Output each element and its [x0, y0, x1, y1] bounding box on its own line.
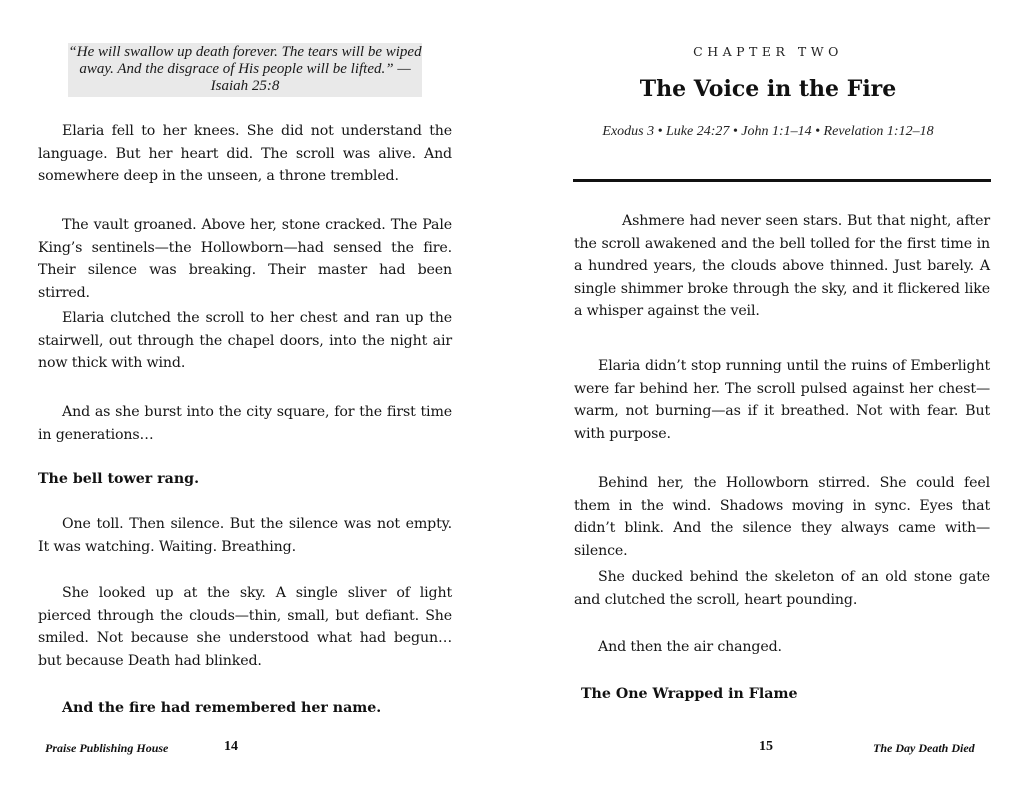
section-heading: The One Wrapped in Flame — [581, 686, 798, 702]
paragraph: Ashmere had never seen stars. But that night, after the scroll awakened and the bell tolled for the first time in a hundred years, the clouds above thinned. Just barely. A single shimmer broke through the sky, and it flickered like a whisper against the veil. — [574, 213, 990, 319]
paragraph: She looked up at the sky. A single sliver of light pierced through the clouds—thin, small, but defiant. She smiled. Not because she understood what had begun… but because Death had blinked. — [38, 585, 452, 669]
chapter-label: CHAPTER TWO — [693, 44, 843, 59]
footer-publisher: Praise Publishing House — [45, 741, 169, 755]
paragraph: Elaria fell to her knees. She did not understand the language. But her heart did. The scroll was alive. And somewhere deep in the unseen, a throne trembled. — [38, 123, 452, 184]
epigraph-quote: “He will swallow up death forever. The tears will be wiped away. And the disgrace of His people will be lifted.” — Isaiah 25:8 — [68, 43, 422, 97]
paragraph: The vault groaned. Above her, stone cracked. The Pale King’s sentinels—the Hollowborn—had sensed the fire. Their silence was breaking. Their master had been stirred. — [38, 217, 452, 301]
footer-book-title: The Day Death Died — [873, 741, 975, 755]
divider-rule — [573, 179, 991, 182]
paragraph: And then the air changed. — [598, 639, 782, 655]
paragraph: Elaria didn’t stop running until the ruins of Emberlight were far behind her. The scroll pulsed against her chest—warm, not burning—as if it breathed. Not with fear. But with purpose. — [574, 358, 990, 442]
paragraph: And as she burst into the city square, for the first time in generations… — [38, 404, 452, 443]
paragraph: One toll. Then silence. But the silence was not empty. It was watching. Waiting. Breathing. — [38, 516, 452, 555]
page-number: 14 — [224, 739, 238, 754]
page-number: 15 — [759, 739, 773, 754]
scripture-references: Exodus 3 • Luke 24:27 • John 1:1–14 • Revelation 1:12–18 — [602, 124, 934, 139]
paragraph: She ducked behind the skeleton of an old stone gate and clutched the scroll, heart pounding. — [574, 569, 990, 608]
closing-line: And the fire had remembered her name. — [62, 700, 382, 716]
paragraph: Elaria clutched the scroll to her chest and ran up the stairwell, out through the chapel doors, into the night air now thick with wind. — [38, 310, 452, 371]
right-page — [512, 0, 1024, 791]
chapter-title: The Voice in the Fire — [639, 76, 897, 102]
bell-tower-line: The bell tower rang. — [38, 471, 200, 487]
paragraph: Behind her, the Hollowborn stirred. She could feel them in the wind. Shadows moving in sync. Eyes that didn’t blink. And the silence they always came with—silence. — [574, 475, 990, 559]
